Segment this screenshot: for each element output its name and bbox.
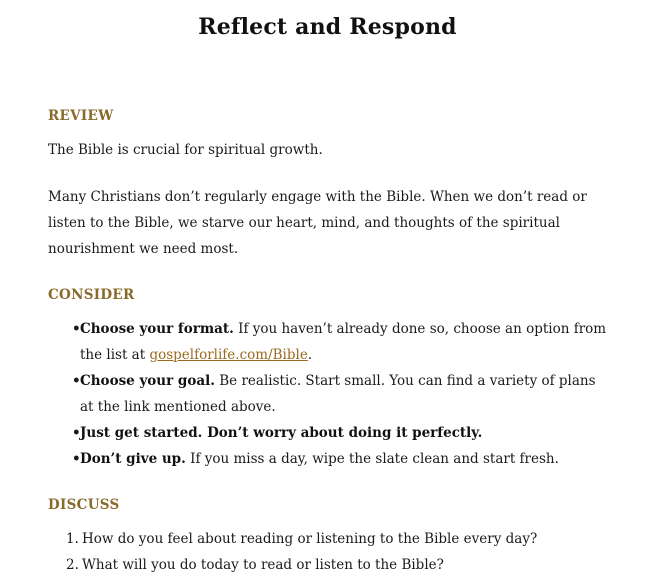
consider-item-bold: Choose your goal. bbox=[80, 373, 215, 389]
consider-list bbox=[48, 316, 608, 472]
bullet-icon: • bbox=[72, 425, 81, 441]
bullet-icon: • bbox=[72, 451, 81, 467]
consider-heading: CONSIDER bbox=[48, 287, 135, 303]
review-paragraph-2: Many Christians don’t regularly engage with the Bible. When we don’t read or listen to the Bible, we starve our heart, mind, and thoughts of the spiritual nourishment we need most. bbox=[48, 189, 587, 257]
review-heading: REVIEW bbox=[48, 108, 114, 124]
consider-item-text: Be realistic. Start small. You can find a variety of plans at the link mentioned above. bbox=[80, 373, 596, 415]
consider-item-bold: Just get started. Don’t worry about doing it perfectly. bbox=[80, 425, 483, 441]
list-item bbox=[48, 446, 608, 472]
list-item bbox=[48, 526, 608, 552]
list-item bbox=[48, 368, 608, 420]
discuss-question: What will you do today to read or listen to the Bible? bbox=[82, 557, 444, 573]
list-item bbox=[48, 552, 608, 578]
gospelforlife-link[interactable]: gospelforlife.com/Bible bbox=[149, 347, 308, 363]
list-number: 1. bbox=[66, 531, 79, 547]
discuss-list bbox=[48, 526, 608, 578]
discuss-question: How do you feel about reading or listening to the Bible every day? bbox=[82, 531, 538, 547]
list-number: 2. bbox=[66, 557, 79, 573]
bullet-icon: • bbox=[72, 373, 81, 389]
consider-item-text: If you miss a day, wipe the slate clean and start fresh. bbox=[185, 451, 559, 467]
consider-item-text-end: . bbox=[307, 347, 313, 363]
consider-item-bold: Don’t give up. bbox=[80, 451, 186, 467]
consider-item-text: If you haven’t already done so, choose an option from the list at bbox=[80, 321, 607, 363]
page-title: Reflect and Respond bbox=[198, 14, 457, 40]
consider-item-bold: Choose your format. bbox=[80, 321, 234, 337]
bullet-icon: • bbox=[72, 321, 81, 337]
discuss-heading: DISCUSS bbox=[48, 497, 120, 513]
list-item bbox=[48, 316, 608, 368]
review-paragraph-1: The Bible is crucial for spiritual growth. bbox=[48, 142, 323, 158]
list-item bbox=[48, 420, 608, 446]
